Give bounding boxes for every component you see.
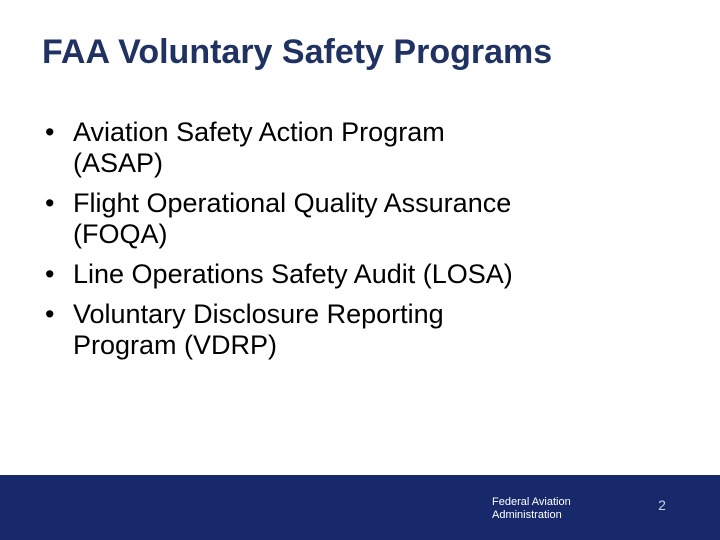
footer-agency-line: Administration bbox=[492, 509, 562, 521]
page-number: 2 bbox=[658, 497, 666, 513]
bullet-icon: • bbox=[45, 299, 55, 329]
bullet-text-line: Program (VDRP) bbox=[73, 330, 278, 360]
bullet-text-line: Aviation Safety Action Program bbox=[73, 117, 445, 147]
bullet-item-losa bbox=[45, 259, 685, 290]
bullet-item-asap bbox=[45, 117, 685, 179]
bullet-text-line: Flight Operational Quality Assurance bbox=[73, 188, 512, 218]
bullet-item-foqa bbox=[45, 188, 685, 250]
slide-title: FAA Voluntary Safety Programs bbox=[42, 33, 553, 71]
footer-agency-line: Federal Aviation bbox=[492, 496, 571, 508]
bullet-icon: • bbox=[45, 188, 55, 218]
bullet-icon: • bbox=[45, 259, 55, 289]
bullet-list bbox=[45, 117, 685, 370]
footer-bar bbox=[0, 475, 720, 540]
footer-agency-name bbox=[492, 496, 571, 522]
bullet-text-line: (FOQA) bbox=[73, 219, 168, 249]
bullet-text-line: Line Operations Safety Audit (LOSA) bbox=[73, 259, 513, 289]
bullet-item-vdrp bbox=[45, 299, 685, 361]
bullet-icon: • bbox=[45, 117, 55, 147]
bullet-text-line: (ASAP) bbox=[73, 148, 164, 178]
bullet-text-line: Voluntary Disclosure Reporting bbox=[73, 299, 444, 329]
